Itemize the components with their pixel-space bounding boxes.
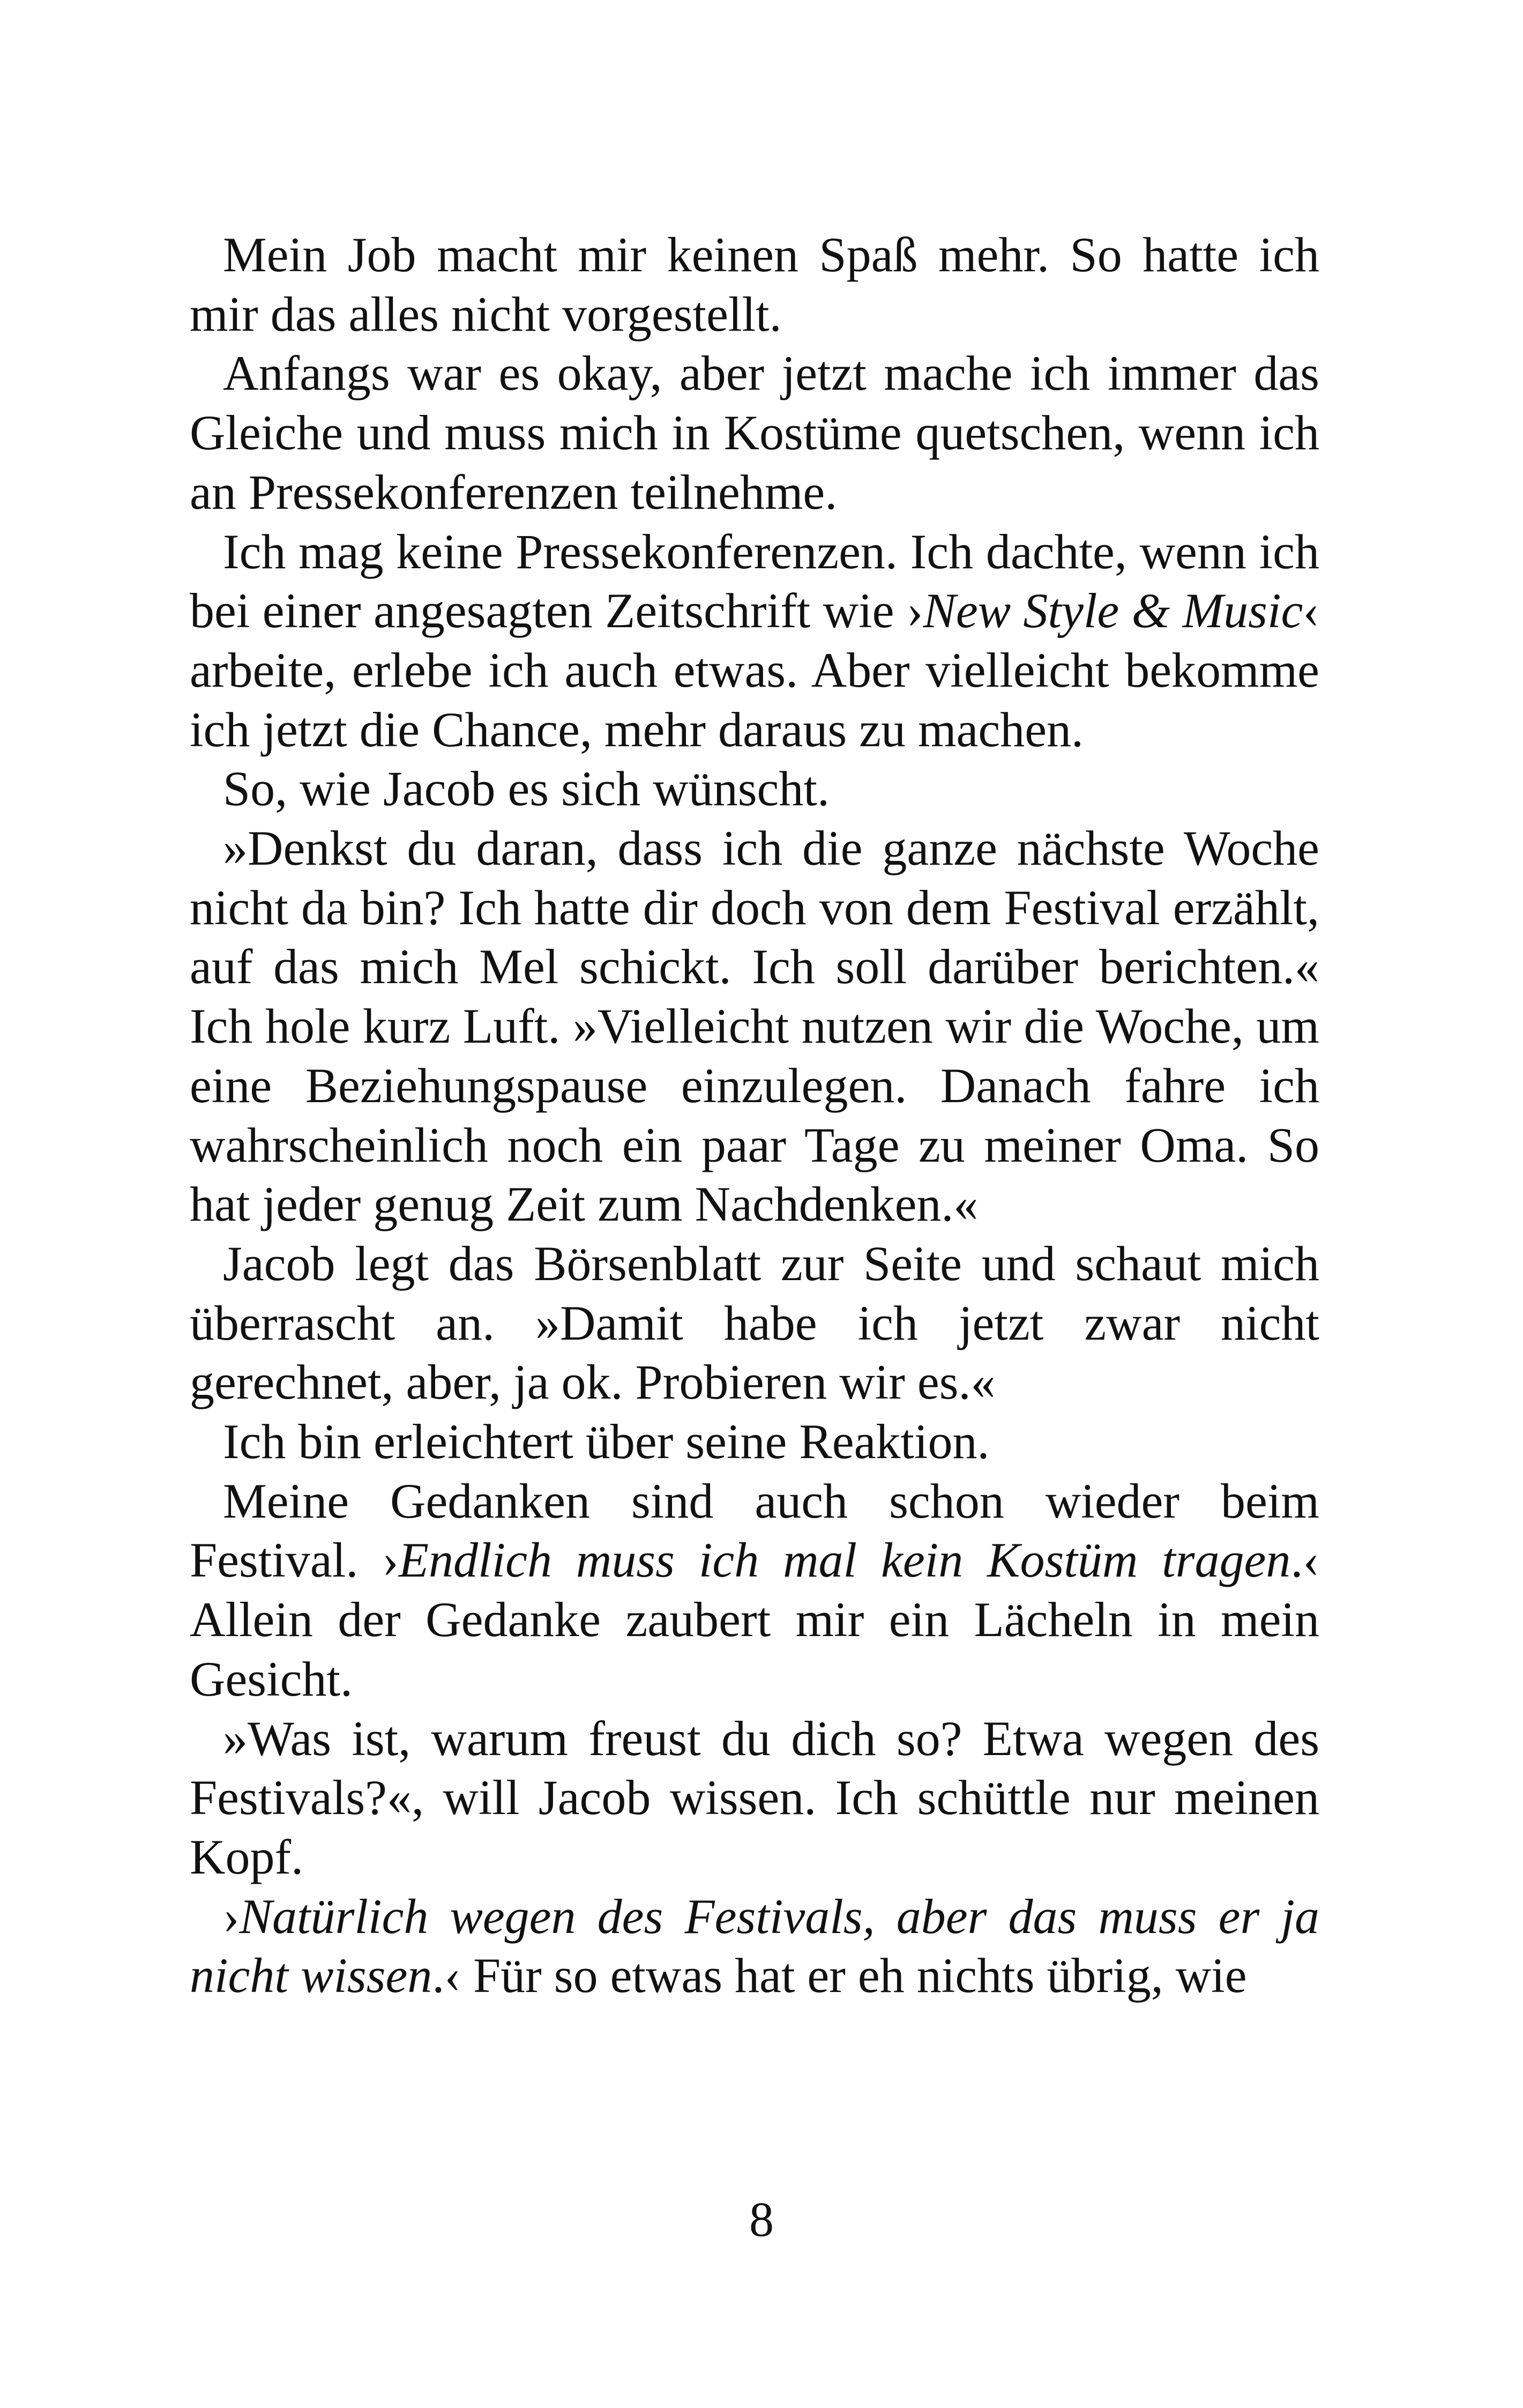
paragraph: [190, 225, 1319, 344]
paragraph: [190, 819, 1319, 1234]
page-number: 8: [749, 2192, 774, 2247]
paragraph: [190, 522, 1319, 760]
paragraph: [190, 759, 1319, 819]
body-text: [190, 225, 1319, 2005]
text-segment: ›: [223, 1889, 240, 1944]
paragraph: [190, 1234, 1319, 1412]
italic-text-segment: Endlich muss ich mal kein Kostüm tragen: [398, 1533, 1291, 1588]
paragraph: [190, 344, 1319, 522]
italic-text-segment: New Style & Music: [923, 583, 1303, 638]
text-segment: Anfangs war es okay, aber jetzt mache ich immer das Gleiche und muss mich in Kostüme quetschen, wenn ich an Pressekonferenzen teilnehme.: [190, 346, 1319, 519]
text-segment: »Denkst du daran, dass ich die ganze nächste Woche nicht da bin? Ich hatte dir doch von dem Festival erzählt, auf das mich Mel schickt. Ich soll darüber berichten.« Ich hole kurz Luft. »Vielleicht nutzen wir die Woche, um eine Beziehungspause einzulegen. Danach fahre ich wahrscheinlich noch ein paar Tage zu meiner Oma. So hat jeder genug Zeit zum Nachdenken.«: [190, 821, 1319, 1232]
text-segment: .‹ Für so etwas hat er eh nichts übrig, wie: [432, 1948, 1247, 2003]
text-segment: Meine Gedanken sind auch schon wieder beim Festival. ›: [190, 1473, 1319, 1588]
text-segment: Mein Job macht mir keinen Spaß mehr. So hatte ich mir das alles nicht vorgestellt.: [190, 227, 1319, 341]
paragraph: [190, 1412, 1319, 1471]
text-segment: Ich mag keine Pressekonferenzen. Ich dachte, wenn ich bei einer angesagten Zeitschrift wie ›: [190, 524, 1319, 638]
italic-text-segment: Natürlich wegen des Festivals, aber das muss er ja nicht wissen: [190, 1889, 1319, 2003]
text-segment: Ich bin erleichtert über seine Reaktion.: [223, 1414, 990, 1469]
paragraph: [190, 1709, 1319, 1887]
paragraph: [190, 1471, 1319, 1709]
text-segment: ‹ arbeite, erlebe ich auch etwas. Aber vielleicht bekomme ich jetzt die Chance, mehr daraus zu machen.: [190, 583, 1319, 757]
text-segment: So, wie Jacob es sich wünscht.: [223, 761, 830, 816]
text-segment: Jacob legt das Börsenblatt zur Seite und schaut mich überrascht an. »Damit habe ich jetzt zwar nicht gerechnet, aber, ja ok. Probieren wir es.«: [190, 1236, 1319, 1410]
paragraph: [190, 1887, 1319, 2005]
text-segment: »Was ist, warum freust du dich so? Etwa wegen des Festivals?«, will Jacob wissen. Ich schüttle nur meinen Kopf.: [190, 1711, 1319, 1884]
text-segment: .‹ Allein der Gedanke zaubert mir ein Lächeln in mein Gesicht.: [190, 1533, 1319, 1706]
